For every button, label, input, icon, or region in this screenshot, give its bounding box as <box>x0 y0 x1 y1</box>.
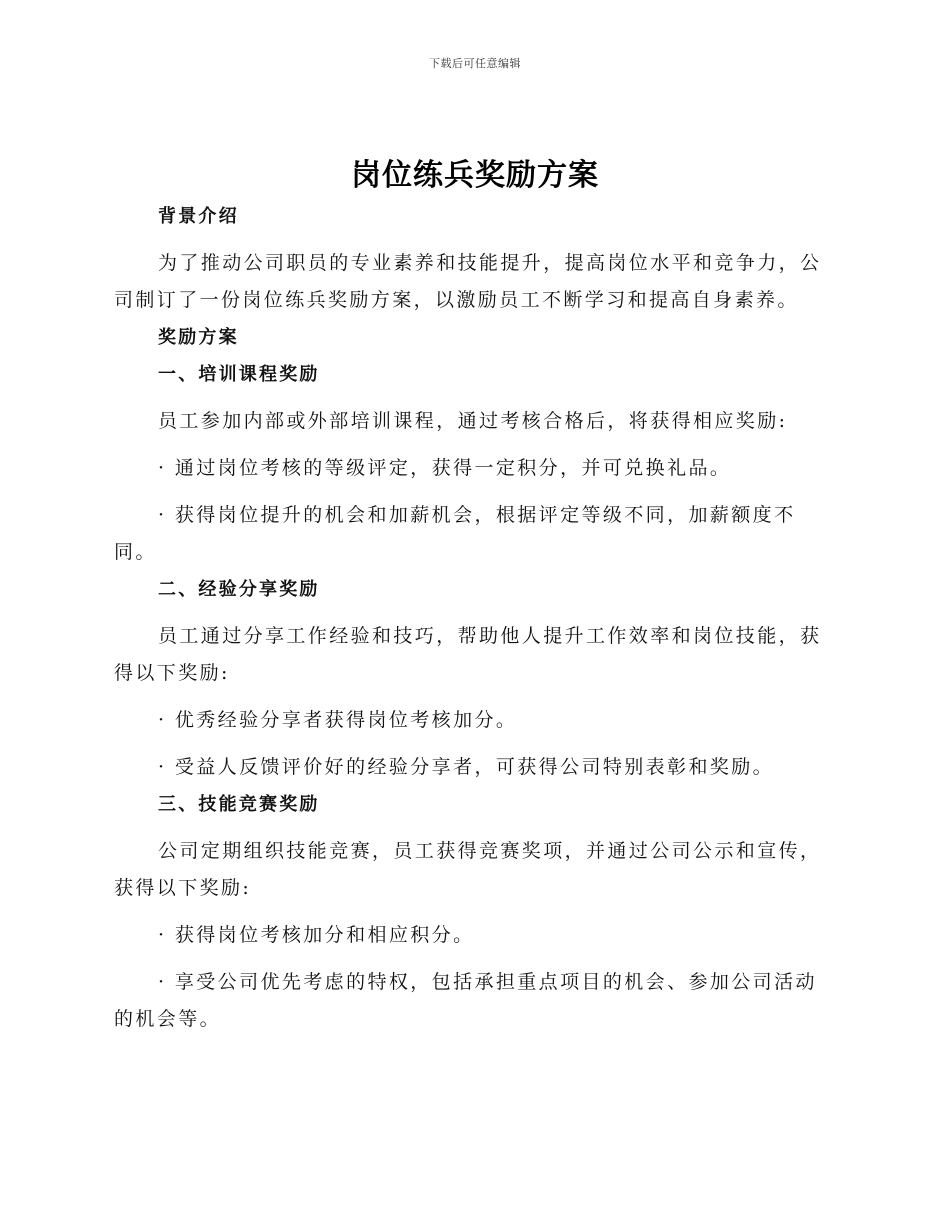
section-heading-competition: 三、技能竞赛奖励 <box>158 794 320 815</box>
bullet-item: · 受益人反馈评价好的经验分享者，可获得公司特别表彰和奖励。 <box>158 756 775 778</box>
section-intro-training: 员工参加内部或外部培训课程，通过考核合格后，将获得相应奖励: <box>158 410 788 432</box>
background-heading: 背景介绍 <box>158 206 239 227</box>
section-heading-experience: 二、经验分享奖励 <box>158 579 320 600</box>
header-note: 下载后可任意编辑 <box>429 57 521 70</box>
bullet-item: · 享受公司优先考虑的特权，包括承担重点项目的机会、参加公司活动的机会等。 <box>114 971 817 1030</box>
bullet-item: · 通过岗位考核的等级评定，获得一定积分，并可兑换礼品。 <box>158 457 732 479</box>
section-heading-training: 一、培训课程奖励 <box>158 364 320 385</box>
plan-heading: 奖励方案 <box>158 327 239 348</box>
document-title: 岗位练兵奖励方案 <box>351 158 599 193</box>
section-intro-competition: 公司定期组织技能竞赛，员工获得竞赛奖项，并通过公司公示和宣传，获得以下奖励: <box>114 840 822 899</box>
background-paragraph: 为了推动公司职员的专业素养和技能提升，提高岗位水平和竞争力，公司制订了一份岗位练兵奖励方案，以激励员工不断学习和提高自身素养。 <box>114 252 822 311</box>
section-intro-experience: 员工通过分享工作经验和技巧，帮助他人提升工作效率和岗位技能，获得以下奖励: <box>114 625 822 684</box>
bullet-item: · 获得岗位提升的机会和加薪机会，根据评定等级不同，加薪额度不同。 <box>114 504 796 563</box>
document-body <box>114 198 834 1038</box>
bullet-item: · 优秀经验分享者获得岗位考核加分。 <box>158 709 518 731</box>
bullet-item: · 获得岗位考核加分和相应积分。 <box>158 924 475 946</box>
